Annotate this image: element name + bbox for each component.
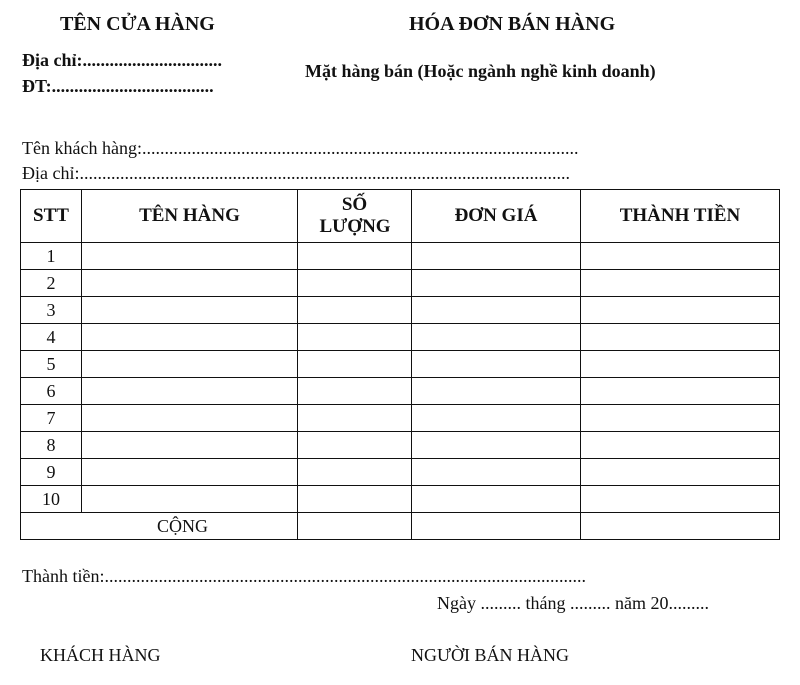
date-line: Ngày ......... tháng ......... năm 20......... (437, 593, 709, 613)
column-header-item-name: TÊN HÀNG (82, 190, 298, 243)
customer-signature-label: KHÁCH HÀNG (40, 645, 161, 665)
column-header-stt: STT (21, 190, 82, 243)
quantity-cell (298, 486, 412, 513)
row-number: 5 (21, 351, 82, 378)
row-number: 6 (21, 378, 82, 405)
quantity-cell (298, 459, 412, 486)
customer-address-line: Địa chỉ:............................................................................................................. (22, 163, 570, 183)
amount-cell (581, 324, 780, 351)
quantity-cell (298, 324, 412, 351)
unit-price-cell (412, 405, 581, 432)
table-row (21, 486, 780, 513)
item-name-cell (82, 270, 298, 297)
store-phone-line: ĐT:.................................... (22, 76, 214, 96)
amount-cell (581, 270, 780, 297)
amount-cell (581, 486, 780, 513)
table-row (21, 324, 780, 351)
seller-signature-label: NGƯỜI BÁN HÀNG (411, 645, 569, 665)
unit-price-cell (412, 432, 581, 459)
invoice-title: HÓA ĐƠN BÁN HÀNG (409, 13, 616, 35)
table-row (21, 297, 780, 324)
amount-cell (581, 432, 780, 459)
table-header-row (21, 190, 780, 243)
amount-cell (581, 459, 780, 486)
amount-cell (581, 297, 780, 324)
table-row (21, 378, 780, 405)
row-number: 2 (21, 270, 82, 297)
row-number: 9 (21, 459, 82, 486)
item-name-cell (82, 405, 298, 432)
total-label: CỘNG (21, 513, 298, 540)
quantity-cell (298, 243, 412, 270)
unit-price-cell (412, 378, 581, 405)
amount-cell (581, 405, 780, 432)
goods-category-line: Mặt hàng bán (Hoặc ngành nghề kinh doanh) (305, 61, 656, 81)
quantity-cell (298, 378, 412, 405)
item-name-cell (82, 243, 298, 270)
table-row (21, 243, 780, 270)
unit-price-cell (412, 270, 581, 297)
store-name: TÊN CỬA HÀNG (60, 13, 215, 35)
item-name-cell (82, 378, 298, 405)
quantity-cell (298, 297, 412, 324)
item-name-cell (82, 351, 298, 378)
column-header-amount: THÀNH TIỀN (581, 190, 780, 243)
row-number: 3 (21, 297, 82, 324)
unit-price-cell (412, 459, 581, 486)
unit-price-cell (412, 243, 581, 270)
table-row (21, 351, 780, 378)
quantity-cell (298, 270, 412, 297)
item-name-cell (82, 486, 298, 513)
table-row (21, 405, 780, 432)
table-row (21, 432, 780, 459)
total-unit-price-cell (412, 513, 581, 540)
row-number: 7 (21, 405, 82, 432)
amount-cell (581, 351, 780, 378)
store-address-line: Địa chỉ:............................... (22, 50, 222, 70)
amount-cell (581, 243, 780, 270)
total-row (21, 513, 780, 540)
unit-price-cell (412, 324, 581, 351)
table-row (21, 270, 780, 297)
row-number: 10 (21, 486, 82, 513)
customer-name-line: Tên khách hàng:................................................................................................. (22, 138, 579, 158)
invoice-table (20, 189, 780, 540)
unit-price-cell (412, 486, 581, 513)
unit-price-cell (412, 297, 581, 324)
table-row (21, 459, 780, 486)
item-name-cell (82, 324, 298, 351)
row-number: 4 (21, 324, 82, 351)
column-header-quantity: SỐ LƯỢNG (298, 190, 412, 243)
item-name-cell (82, 432, 298, 459)
total-quantity-cell (298, 513, 412, 540)
item-name-cell (82, 459, 298, 486)
row-number: 8 (21, 432, 82, 459)
amount-in-words-line: Thành tiền:........................................................................................................... (22, 566, 586, 586)
quantity-cell (298, 432, 412, 459)
column-header-unit-price: ĐƠN GIÁ (412, 190, 581, 243)
amount-cell (581, 378, 780, 405)
item-name-cell (82, 297, 298, 324)
row-number: 1 (21, 243, 82, 270)
quantity-cell (298, 351, 412, 378)
total-amount-cell (581, 513, 780, 540)
unit-price-cell (412, 351, 581, 378)
quantity-cell (298, 405, 412, 432)
